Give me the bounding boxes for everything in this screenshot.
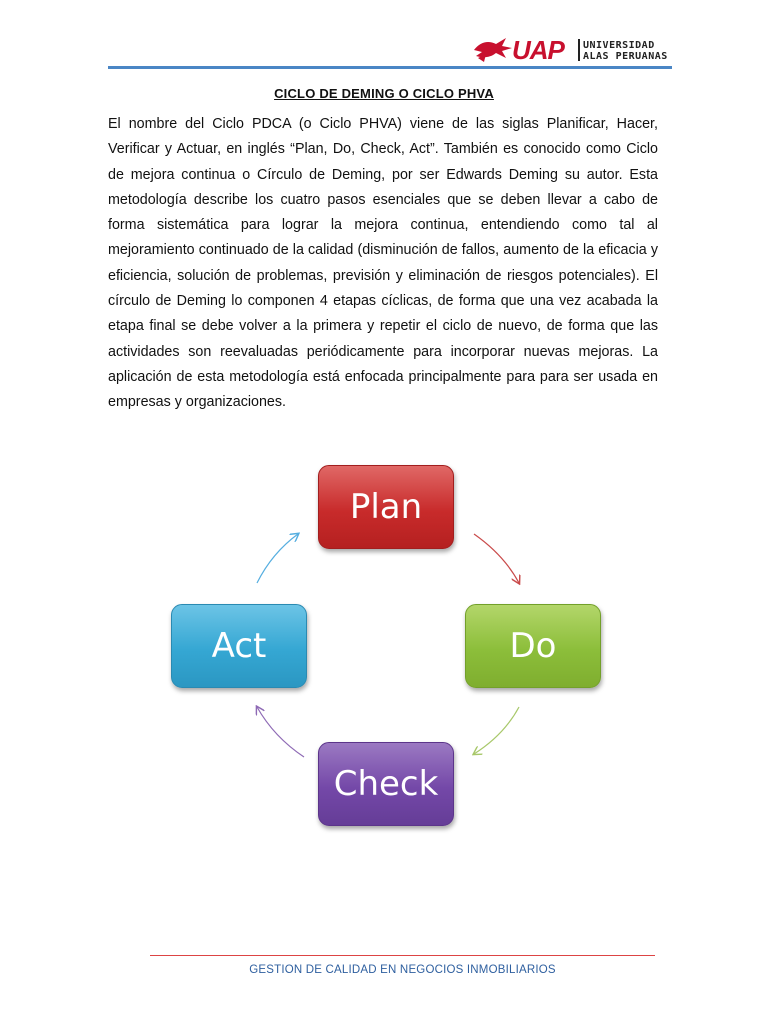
document-title: CICLO DE DEMING O CICLO PHVA	[274, 86, 494, 101]
logo-acronym: UAP	[512, 35, 564, 65]
stage-plan-label: Plan	[349, 487, 423, 527]
arrow-check-to-act-icon	[257, 707, 304, 757]
header-divider	[108, 66, 672, 69]
stage-do-label: Do	[509, 626, 557, 666]
stage-act	[171, 604, 307, 688]
eagle-icon	[472, 36, 514, 64]
footer-text: GESTION DE CALIDAD EN NEGOCIOS INMOBILIARIOS	[249, 964, 556, 976]
university-logo	[472, 36, 672, 64]
logo-university-line1: UNIVERSIDAD	[583, 40, 655, 51]
logo-university-line2: ALAS PERUANAS	[583, 51, 668, 62]
arrow-act-to-plan-icon	[257, 534, 298, 583]
stage-plan	[318, 465, 454, 549]
body-paragraph: El nombre del Ciclo PDCA (o Ciclo PHVA) viene de las siglas Planificar, Hacer, Verificar y Actuar, en inglés “Plan, Do, Check, Act”. También es conocido como Ciclo de mejora continua o Círculo de Deming, por ser Edwards Deming su autor. Esta metodología describe los cuatro pasos esenciales que se deben llevar a cabo de forma sistemática para lograr la mejora continua, entendiendo como tal al mejoramiento continuado de la calidad (disminución de fallos, aumento de la eficacia y eficiencia, solución de problemas, previsión y eliminación de riesgos potenciales). El círculo de Deming lo componen 4 etapas cíclicas, de forma que una vez acabada la etapa final se debe volver a la primera y repetir el ciclo de nuevo, de forma que las actividades son reevaluadas periódicamente para incorporar nuevas mejoras. La aplicación de esta metodología está enfocada principalmente para para ser usada en empresas y organizaciones.	[108, 116, 658, 411]
logo-divider	[578, 39, 580, 61]
stage-check	[318, 742, 454, 826]
footer-divider	[150, 955, 655, 956]
stage-act-label: Act	[211, 626, 267, 666]
arrow-do-to-check-icon	[474, 707, 519, 754]
body-paragraph-container	[108, 112, 658, 416]
pdca-cycle-diagram	[160, 455, 620, 835]
stage-check-label: Check	[333, 764, 439, 804]
stage-do	[465, 604, 601, 688]
arrow-plan-to-do-icon	[474, 534, 519, 583]
